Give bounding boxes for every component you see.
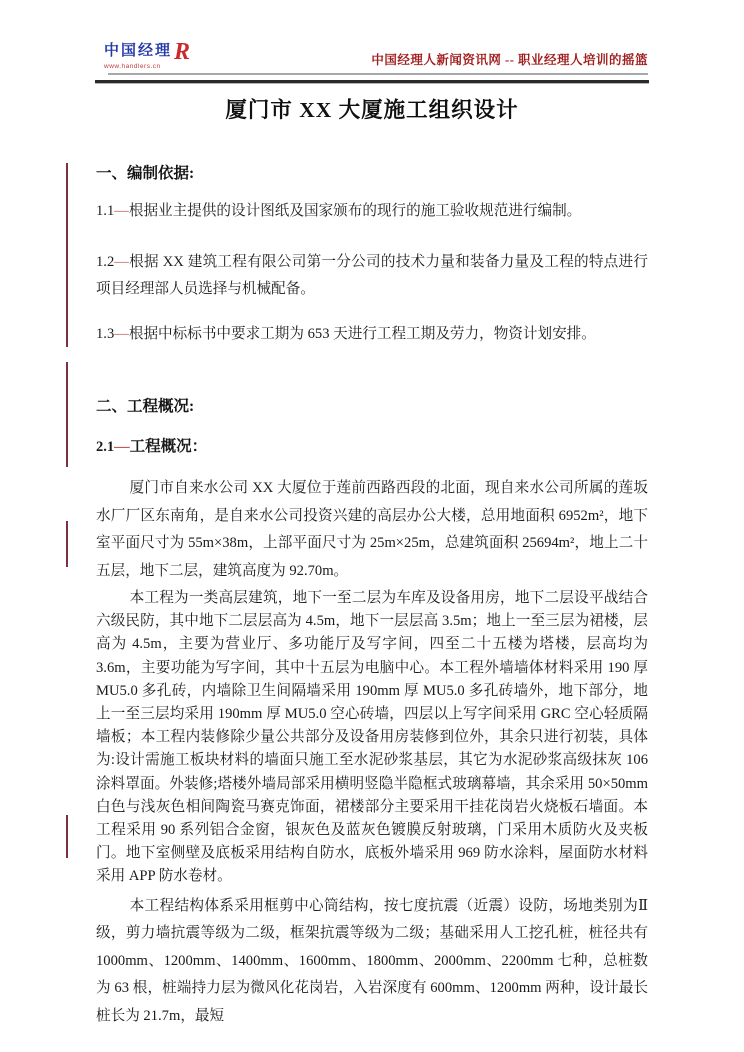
- header-tagline: 中国经理人新闻资讯网 -- 职业经理人培训的摇篮: [371, 53, 648, 67]
- item-text: 根据中标标书中要求工期为 653 天进行工程工期及劳力，物资计划安排。: [128, 325, 596, 342]
- item-text: 根据业主提供的设计图纸及国家颁布的现行的施工验收规范进行编制。: [128, 203, 582, 219]
- item-dash: —: [114, 325, 129, 342]
- basis-item: [96, 198, 648, 226]
- sub-dash: —: [114, 438, 130, 455]
- revision-bar: [66, 521, 68, 567]
- revision-bar: [66, 815, 68, 858]
- site-logo: [104, 39, 214, 70]
- document-title: 厦门市 XX 大厦施工组织设计: [225, 98, 519, 122]
- body-paragraph: 本工程结构体系采用框剪中心筒结构，按七度抗震（近震）设防，场地类别为Ⅱ级，剪力墙抗震等级为二级，框架抗震等级为二级；基础采用人工挖孔桩，桩径共有 1000mm、1200mm、1400mm、1600mm、1800mm、2000mm、2200mm 七种，总桩数为 63 根，桩端持力层为微风化花岗岩，入岩深度有 600mm、1200mm 两种，设计最长桩长为 21.7m，最短: [96, 897, 648, 1024]
- basis-item: [96, 321, 648, 349]
- body-paragraph: 厦门市自来水公司 XX 大厦位于莲前西路西段的北面，现自来水公司所属的莲坂水厂厂区东南角，是自来水公司投资兴建的高层办公大楼，总用地面积 6952m²，地下室平面尺寸为 55m×38m，上部平面尺寸为 25m×25m，总建筑面积 25694m²，地上二十五层，地下二层，建筑高度为 92.70m。: [96, 480, 648, 579]
- logo-text: 中国经理: [104, 42, 173, 59]
- revision-bar: [66, 163, 68, 347]
- item-dash: —: [114, 253, 129, 270]
- section-heading-basis: 一、编制依据:: [96, 165, 195, 182]
- basis-item: [96, 249, 648, 304]
- overview-sub-heading: [96, 436, 648, 458]
- page-header: [96, 40, 648, 84]
- logo-r-mark-icon: R: [174, 39, 191, 65]
- section-heading-overview: 二、工程概况:: [96, 398, 195, 415]
- logo-url-text: www.handlers.cn: [104, 63, 161, 70]
- body-paragraph: 本工程为一类高层建筑，地下一至二层为车库及设备用房，地下二层设平战结合六级民防，其中地下二层层高为 4.5m，地下一层层高 3.5m；地上一至三层为裙楼，层高为 4.5m，主要为营业厅、多功能厅及写字间，四至二十五楼为塔楼，层高均为 3.6m，主要功能为写字间，其中十五层为电脑中心。本工程外墙墙体材料采用 190 厚 MU5.0 多孔砖，内墙除卫生间隔墙采用 190mm 厚 MU5.0 多孔砖墙外，地下部分，地上一至三层均采用 190mm 厚 MU5.0 空心砖墙，四层以上写字间采用 GRC 空心轻质隔墙板；本工程内装修除少量公共部分及设备用房装修到位外，其余只进行初装，具体为:设计需施工板块材料的墙面只施工至水泥砂浆基层，其它为水泥砂浆高级抹灰 106 涂料罩面。外装修;塔楼外墙局部采用横明竖隐半隐框式玻璃幕墙，其余采用 50×50mm 白色与浅灰色相间陶瓷马赛克饰面，裙楼部分主要采用干挂花岗岩火烧板石墙面。本工程采用 90 系列铝合金窗，银灰色及蓝灰色镀膜反射玻璃，门采用木质防火及夹板门。地下室侧壁及底板采用结构自防水，底板外墙采用 969 防水涂料，屋面防水材料采用 APP 防水卷材。: [96, 590, 648, 885]
- sub-label: 工程概况：: [129, 438, 208, 455]
- item-number: 1.2: [96, 253, 115, 270]
- header-rule-gray: [108, 73, 648, 75]
- revision-bar: [66, 362, 68, 467]
- item-text: 根据 XX 建筑工程有限公司第一分公司的技术力量和装备力量及工程的特点进行项目经理部人员选择与机械配备。: [96, 253, 648, 297]
- document-content: [96, 84, 648, 1030]
- sub-number: 2.1: [96, 439, 115, 455]
- item-number: 1.1: [96, 203, 115, 219]
- item-dash: —: [114, 203, 129, 219]
- item-number: 1.3: [96, 325, 115, 342]
